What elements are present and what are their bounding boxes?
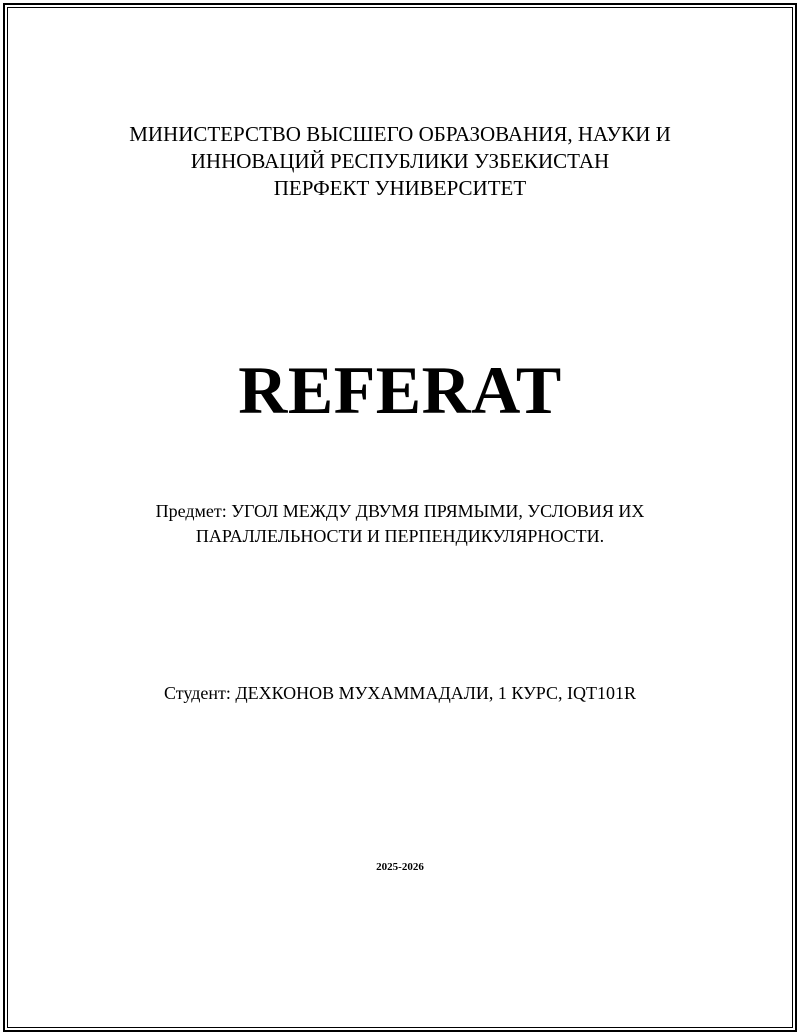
document-title: REFERAT <box>238 352 562 428</box>
ministry-line-2: ИННОВАЦИЙ РЕСПУБЛИКИ УЗБЕКИСТАН <box>190 149 610 173</box>
ministry-header <box>0 121 800 202</box>
subject-block <box>0 499 800 549</box>
subject-line-2: ПАРАЛЛЕЛЬНОСТИ И ПЕРПЕНДИКУЛЯРНОСТИ. <box>195 526 605 546</box>
academic-year: 2025-2026 <box>376 861 424 873</box>
ministry-line-1: МИНИСТЕРСТВО ВЫСШЕГО ОБРАЗОВАНИЯ, НАУКИ И <box>129 122 671 146</box>
university-name: ПЕРФЕКТ УНИВЕРСИТЕТ <box>273 176 527 200</box>
subject-line-1: Предмет: УГОЛ МЕЖДУ ДВУМЯ ПРЯМЫМИ, УСЛОВИЯ ИХ <box>155 501 645 521</box>
student-info: Студент: ДЕХКОНОВ МУХАММАДАЛИ, 1 КУРС, IQT101R <box>163 683 637 703</box>
